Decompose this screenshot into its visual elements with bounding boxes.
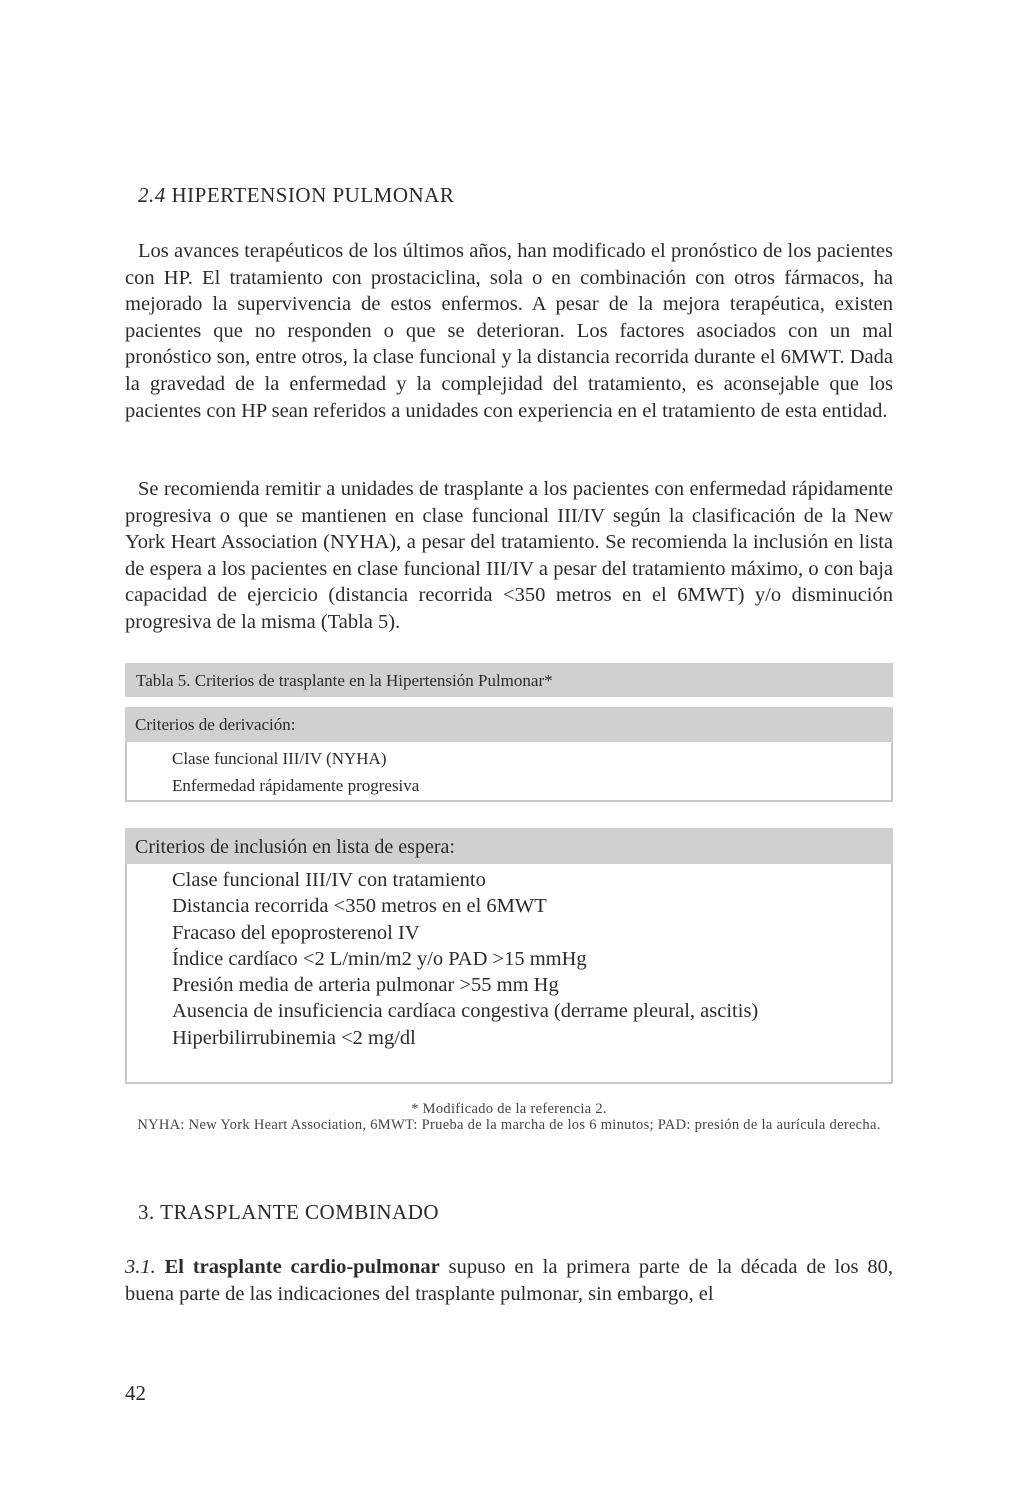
list-item: Fracaso del epoprosterenol IV <box>172 921 420 944</box>
list-item: Presión media de arteria pulmonar >55 mm Hg <box>172 974 559 997</box>
list-item: Índice cardíaco <2 L/min/m2 y/o PAD >15 mmHg <box>172 947 587 970</box>
paragraph-3 <box>125 1254 893 1307</box>
derivacion-list <box>127 745 891 799</box>
section-title: HIPERTENSION PULMONAR <box>171 183 455 207</box>
footnote-abbreviations: NYHA: New York Heart Association, 6MWT: Prueba de la marcha de los 6 minutos; PAD: presión de la aurícula derecha. <box>137 1117 881 1133</box>
footnote-reference: * Modificado de la referencia 2. <box>411 1101 607 1117</box>
list-item: Ausencia de insuficiencia cardíaca congestiva (derrame pleural, ascitis) <box>172 1000 759 1023</box>
paragraph-1-text: Los avances terapéuticos de los últimos años, han modificado el pronóstico de los pacientes con HP. El tratamiento con prostaciclina, sola o en combinación con otros fármacos, ha mejorado la supervivencia de estos enfermos. A pesar de la mejora terapéutica, existen pacientes que no responden o que se deterioran. Los factores asociados con un mal pronóstico son, entre otros, la clase funcional y la distancia recorrida durante el 6MWT. Dada la gravedad de la enfermedad y la complejidad del tratamiento, es aconsejable que los pacientes con HP sean referidos a unidades con experiencia en el tratamiento de esta entidad. <box>125 240 893 422</box>
list-item: Hiperbilirrubinemia <2 mg/dl <box>172 1026 416 1049</box>
paragraph-2 <box>125 476 893 636</box>
derivacion-criteria-box <box>125 707 893 802</box>
list-item: Distancia recorrida <350 metros en el 6MWT <box>172 895 547 918</box>
section-heading-2-4 <box>138 183 454 208</box>
inclusion-list <box>127 867 891 1051</box>
subsection-number: 3.1. <box>125 1256 156 1278</box>
list-item: Clase funcional III/IV con tratamiento <box>172 869 486 891</box>
list-item: Clase funcional III/IV (NYHA) <box>172 749 387 768</box>
paragraph-1 <box>125 238 893 424</box>
table-footnote <box>125 1101 893 1133</box>
table-5-title: Tabla 5. Criterios de trasplante en la Hipertensión Pulmonar* <box>125 663 893 697</box>
inclusion-criteria-box <box>125 828 893 1084</box>
page-number: 42 <box>125 1381 146 1405</box>
paragraph-2-text: Se recomienda remitir a unidades de trasplante a los pacientes con enfermedad rápidamente progresiva o que se mantienen en clase funcional III/IV según la clasificación de la New York Heart Association (NYHA), a pesar del tratamiento. Se recomienda la inclusión en lista de espera a los pacientes en clase funcional III/IV a pesar del tratamiento máximo, o con baja capacidad de ejercicio (distancia recorrida <350 metros en el 6MWT) y/o disminución progresiva de la misma (Tabla 5). <box>125 478 893 633</box>
list-item: Enfermedad rápidamente progresiva <box>172 776 420 795</box>
bold-term: El trasplante cardio-pulmonar <box>164 1256 440 1278</box>
section-number: 2.4 <box>138 183 166 207</box>
section-heading-3: 3. TRASPLANTE COMBINADO <box>138 1200 440 1224</box>
paragraph-3-text: supuso en la primera parte de la década de los 80, buena parte de las indicaciones del trasplante pulmonar, sin embargo, el <box>125 1256 893 1305</box>
inclusion-header: Criterios de inclusión en lista de espera: <box>125 828 893 864</box>
derivacion-header: Criterios de derivación: <box>125 707 893 742</box>
